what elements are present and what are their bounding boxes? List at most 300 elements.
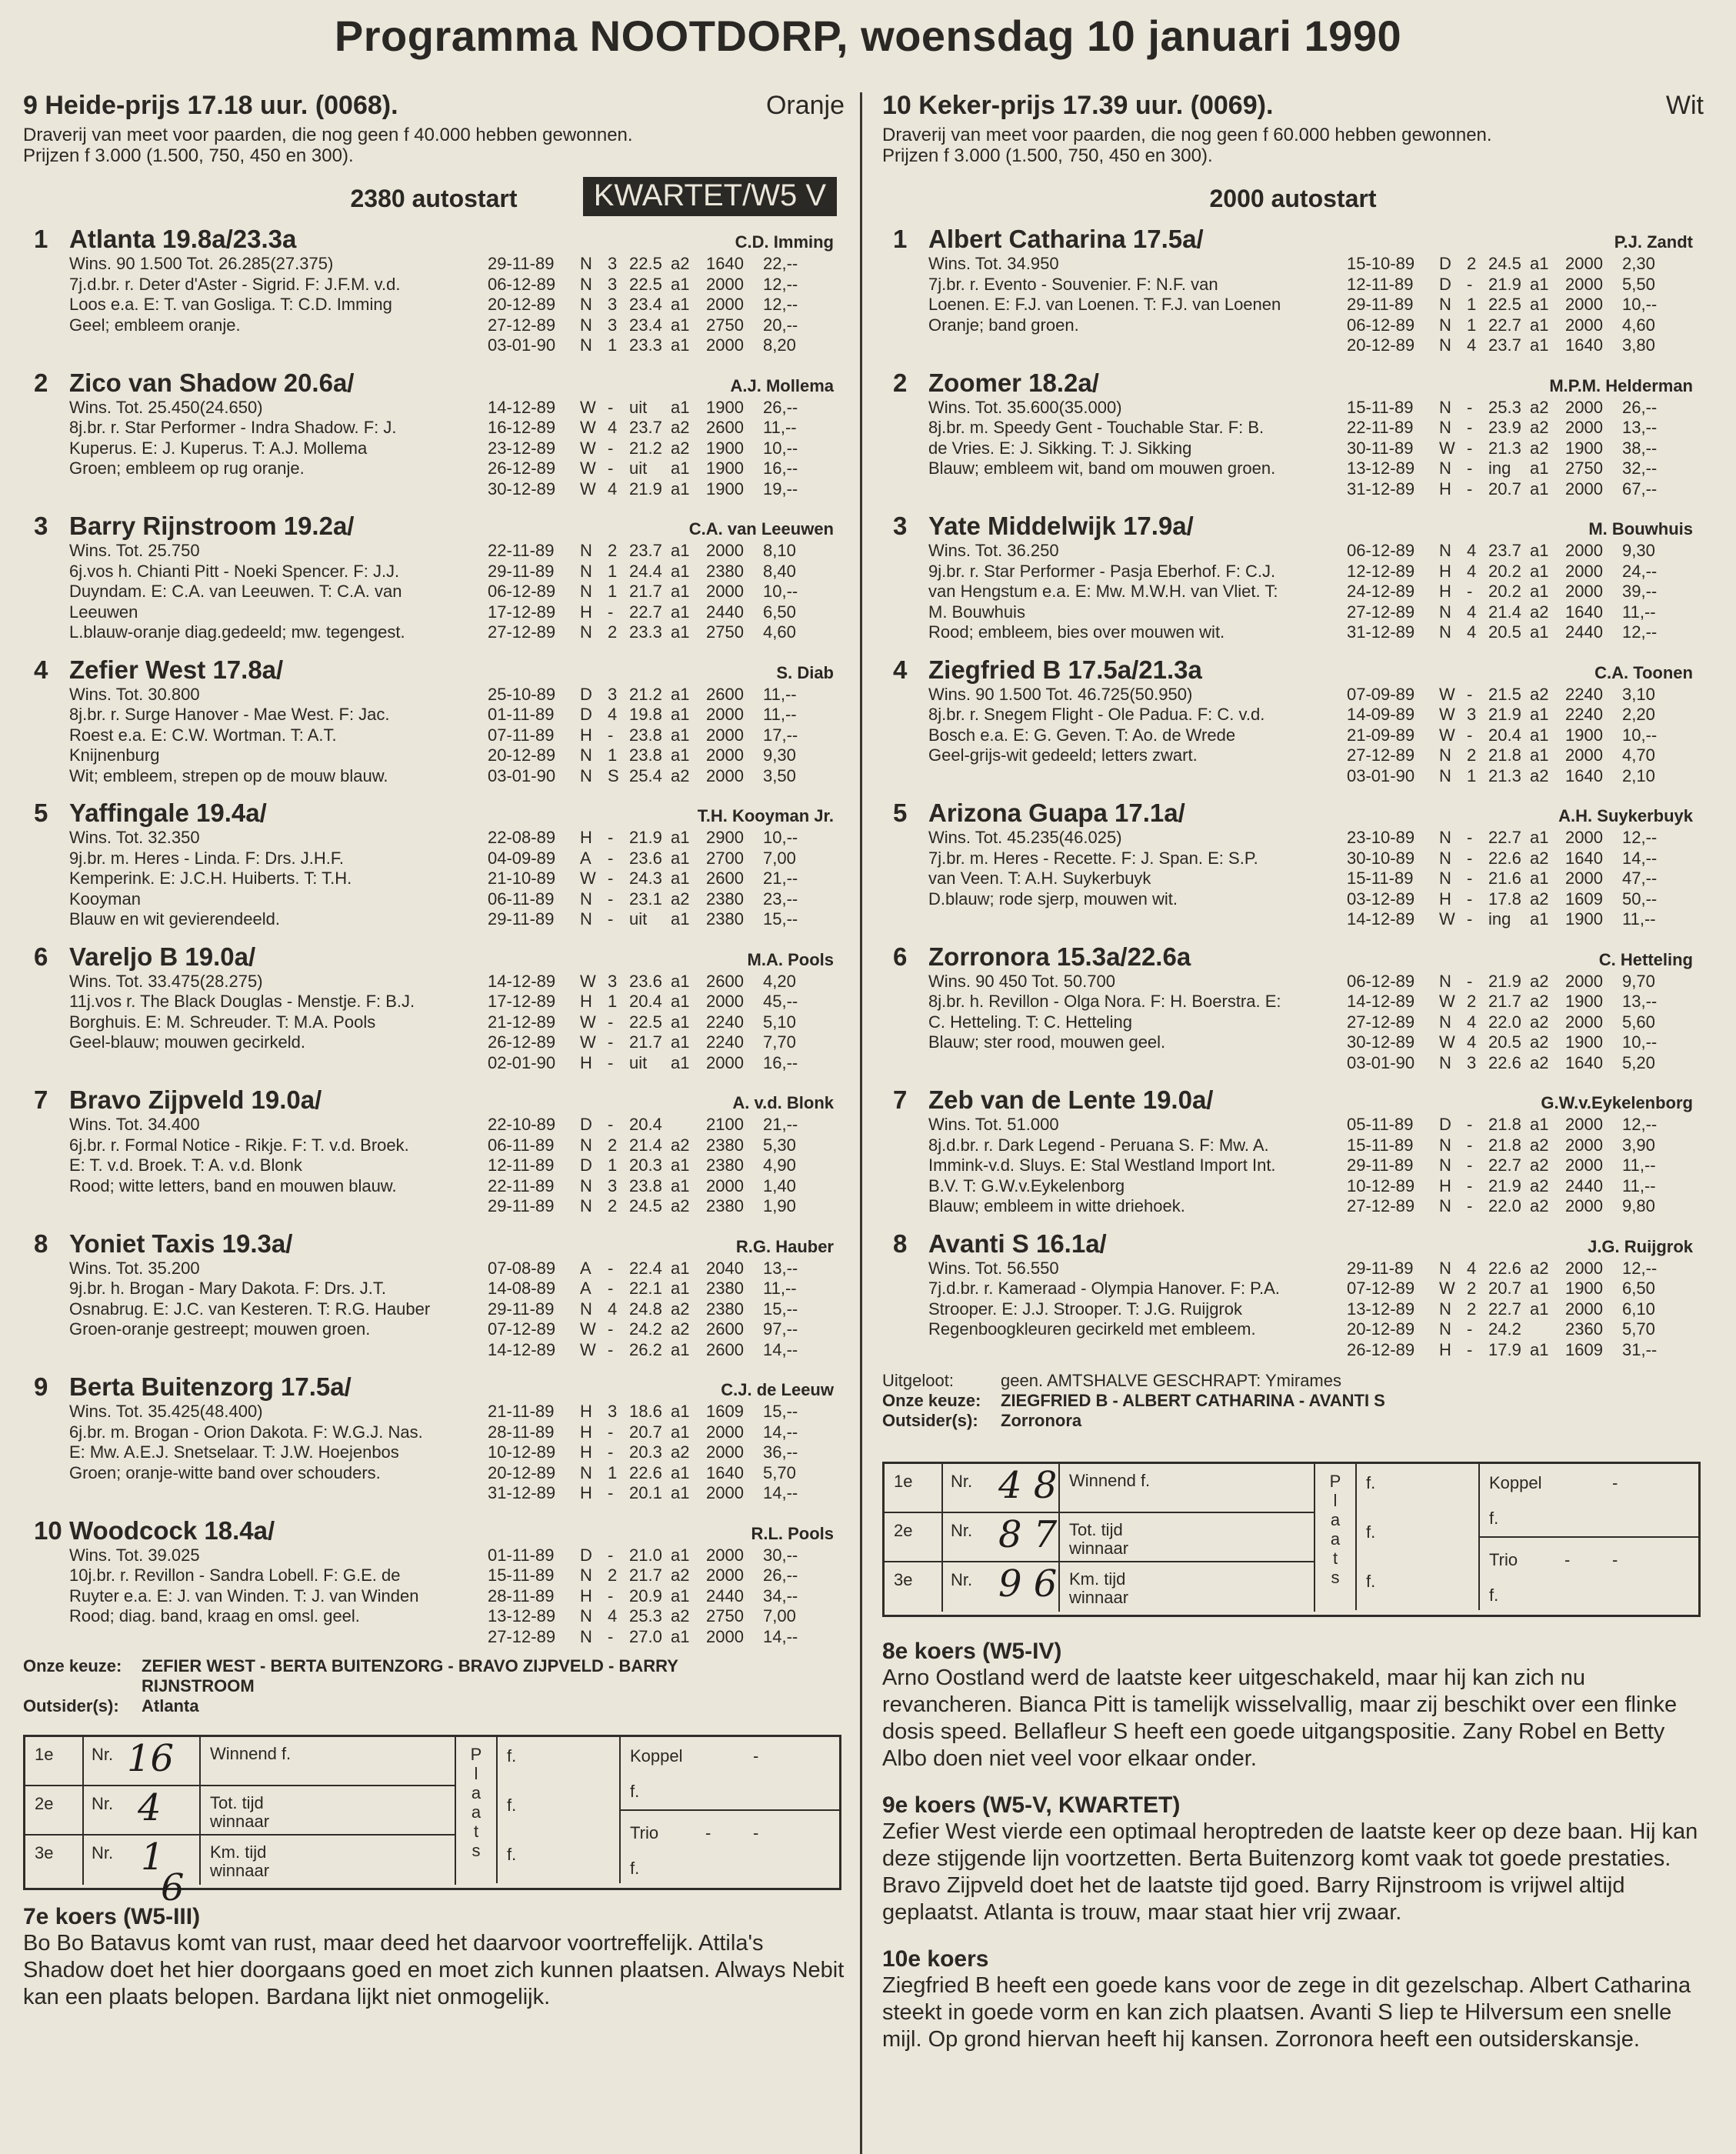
result-start: a1 [671, 478, 690, 498]
result-distance: 2000 [706, 705, 744, 724]
result-start: a2 [1530, 765, 1549, 785]
result-track: N [580, 1606, 592, 1626]
result-place: - [608, 1319, 614, 1339]
result-distance: 2700 [706, 848, 744, 868]
horse-trainer: S. Diab [776, 662, 834, 682]
result-row [488, 992, 845, 1012]
horse-info-line: 8j.br. r. Surge Hanover - Mae West. F: Jac. [69, 705, 390, 724]
result-table [1347, 1259, 1704, 1361]
horse-info-line: Groen; embleem op rug oranje. [69, 458, 305, 478]
result-place: - [1467, 869, 1473, 888]
result-start: a2 [671, 1565, 690, 1585]
horse-info-line: L.blauw-oranje diag.gedeeld; mw. tegengest. [69, 622, 405, 642]
result-date: 31-12-89 [1347, 478, 1415, 498]
result-odds: 7,70 [763, 1032, 796, 1052]
result-start: a1 [671, 602, 690, 622]
result-odds: 3,10 [1622, 684, 1655, 704]
result-row [488, 1586, 845, 1607]
horse-number: 7 [34, 1085, 48, 1114]
result-place: - [1467, 889, 1473, 909]
result-track: N [1439, 315, 1451, 335]
result-distance: 2380 [706, 1135, 744, 1155]
result-row [488, 315, 845, 336]
result-place: 3 [608, 1175, 618, 1195]
result-track: A [580, 848, 591, 868]
result-distance: 1900 [1565, 992, 1603, 1011]
result-date: 21-10-89 [488, 869, 556, 888]
result-form [882, 1462, 1701, 1617]
form-tot-tijd-label [1060, 1513, 1315, 1562]
horse-entry [23, 1513, 845, 1648]
letter: t [1332, 1549, 1338, 1568]
result-track: N [1439, 1299, 1451, 1319]
form-tot-tijd-label [201, 1786, 456, 1836]
result-date: 26-12-89 [1347, 1339, 1415, 1359]
horse-info-line: E: Mw. A.E.J. Snetselaar. T: J.W. Hoejenbos [69, 1442, 399, 1462]
koers-title: 10e koers [882, 1946, 989, 1972]
result-odds: 36,-- [763, 1442, 798, 1462]
result-track: D [580, 1155, 592, 1175]
horse-info [928, 541, 1390, 643]
result-start: a1 [671, 869, 690, 888]
result-start: a2 [1530, 1032, 1549, 1052]
horse-number: 8 [34, 1229, 48, 1258]
result-place: 4 [608, 418, 618, 437]
letter: t [473, 1822, 479, 1841]
horse-info [928, 685, 1390, 766]
result-odds: 5,20 [1622, 1052, 1655, 1072]
horse-trainer: P.J. Zandt [1614, 232, 1693, 252]
handwritten-number: 6 [161, 1866, 185, 1909]
result-start: a1 [1530, 1279, 1549, 1298]
result-track: N [1439, 1319, 1451, 1339]
result-odds: 4,70 [1622, 745, 1655, 765]
horse-info-line: Wit; embleem, strepen op de mouw blauw. [69, 765, 388, 785]
horse-info-line: Immink-v.d. Sluys. E: Stal Westland Import Int. [928, 1155, 1276, 1175]
result-start: a1 [671, 1012, 690, 1032]
result-row [488, 745, 845, 766]
letter: P [470, 1745, 482, 1764]
result-row [488, 1259, 845, 1279]
result-row [1347, 869, 1704, 889]
result-place: - [608, 602, 614, 622]
result-distance: 2600 [706, 869, 744, 888]
result-row [488, 458, 845, 479]
result-start: a2 [671, 1442, 690, 1462]
result-track: W [580, 418, 596, 437]
result-time: 24.2 [1488, 1319, 1521, 1339]
result-distance: 1900 [1565, 438, 1603, 458]
result-odds: 15,-- [763, 1299, 798, 1319]
horse-info-line: Wins. Tot. 25.750 [69, 541, 200, 560]
result-start: a1 [671, 335, 690, 355]
horse-info-line: Wins. Tot. 33.475(28.275) [69, 971, 263, 991]
result-time: 23.9 [1488, 418, 1521, 437]
result-start: a1 [671, 582, 690, 601]
result-date: 06-11-89 [488, 1135, 555, 1155]
right-column [882, 85, 1704, 2053]
result-distance: 1640 [706, 254, 744, 273]
horse-header [23, 1513, 845, 1545]
horse-header [882, 1082, 1704, 1115]
result-odds: 8,40 [763, 561, 796, 581]
result-odds: 9,30 [763, 745, 796, 765]
result-track: N [1439, 1135, 1451, 1155]
uitgeloot [882, 1371, 1704, 1391]
horse-info-line: 9j.br. h. Brogan - Mary Dakota. F: Drs. J.T. [69, 1279, 387, 1298]
result-time: 21.7 [629, 582, 662, 601]
koers-list [882, 1639, 1704, 2053]
result-distance: 2380 [706, 561, 744, 581]
result-odds: 14,-- [763, 1626, 798, 1646]
result-distance: 2240 [706, 1012, 744, 1032]
result-odds: 5,70 [763, 1462, 796, 1482]
horse-info-line: E: T. v.d. Broek. T: A. v.d. Blonk [69, 1155, 302, 1175]
picks-value: ZEFIER WEST - BERTA BUITENZORG - BRAVO ZIJPVELD - BARRY RIJNSTROOM [142, 1656, 678, 1696]
result-distance: 2000 [706, 725, 744, 745]
result-date: 31-12-89 [488, 1483, 556, 1502]
horse-info-line: Regenboogkleuren gecirkeld met embleem. [928, 1319, 1256, 1339]
result-distance: 1900 [1565, 1032, 1603, 1052]
race-start-row [23, 171, 845, 222]
form-winnend-label: Winnend f. [201, 1737, 456, 1786]
result-place: - [608, 1115, 614, 1134]
result-start: a1 [671, 295, 690, 314]
page-title: Programma NOOTDORP, woensdag 10 januari 1990 [334, 12, 1402, 60]
horse-name: Zefier West 17.8a/ [69, 655, 284, 684]
result-time: 22.4 [629, 1258, 662, 1278]
result-place: 2 [1467, 992, 1477, 1011]
result-time: 20.2 [1488, 561, 1521, 581]
result-distance: 1900 [1565, 909, 1603, 929]
result-row [488, 1483, 845, 1504]
result-track: N [1439, 397, 1451, 417]
koppel-trio-box [1480, 1464, 1698, 1610]
horse-info-line: Geel-blauw; mouwen gecirkeld. [69, 1032, 305, 1052]
label-line: winnaar [1069, 1539, 1129, 1558]
result-odds: 5,30 [763, 1135, 796, 1155]
race-conditions: Draverij van meet voor paarden, die nog geen f 60.000 hebben gewonnen. [882, 125, 1492, 145]
result-time: 22.5 [1488, 295, 1521, 314]
result-date: 29-11-89 [488, 909, 555, 929]
result-date: 20-12-89 [488, 745, 556, 765]
result-place: 1 [608, 745, 618, 765]
result-time: uit [629, 397, 648, 417]
result-place: 3 [608, 254, 618, 273]
result-odds: 15,-- [763, 909, 798, 929]
result-time: 21.3 [1488, 438, 1521, 458]
result-track: H [1439, 478, 1451, 498]
result-distance: 2100 [706, 1115, 744, 1134]
result-odds: 11,-- [1622, 1155, 1656, 1175]
koers-text: Arno Oostland werd de laatste keer uitgeschakeld, maar hij kan zich nu revancheren. Bianca Pitt is tamelijk wisselvallig, maar zij beschikt over een flinke dosis speed. Bellafleur S heeft een goede uitgangspositie. Zany Robel en Betty Albo doen niet veel voor elkaar onder. [882, 1666, 1678, 1771]
result-date: 03-01-90 [488, 335, 556, 355]
result-time: 23.1 [629, 889, 662, 909]
result-row [488, 1115, 845, 1135]
horse-info-line: Wins. Tot. 35.425(48.400) [69, 1402, 263, 1421]
letter: l [1333, 1491, 1338, 1510]
result-odds: 26,-- [1622, 397, 1658, 417]
result-distance: 2000 [1565, 1155, 1603, 1175]
result-distance: 2000 [1565, 869, 1603, 888]
horse-info-line: 8j.br. r. Snegem Flight - Ole Padua. F: C. v.d. [928, 705, 1265, 724]
result-date: 30-10-89 [1347, 848, 1415, 868]
result-start: a1 [1530, 274, 1549, 294]
result-row [488, 1279, 845, 1299]
result-track: N [1439, 602, 1451, 622]
result-start: a1 [671, 848, 690, 868]
result-time: 22.7 [629, 602, 662, 622]
horse-info [928, 1115, 1390, 1217]
koers-text: Zefier West vierde een optimaal heroptreden de laatste keer op deze baan. Hij kan deze stijgende lijn voortzetten. Berta Buitenzorg komt vaak tot goede prestaties. Bravo Zijpveld doet het de laatste tijd goed. Barry Rijnstroom is vrijwel altijd geplaatst. Atlanta is trouw, maar staat hier vrij zwaar. [882, 1819, 1698, 1925]
result-odds: 16,-- [763, 1052, 798, 1072]
result-track: N [580, 1299, 592, 1319]
horse-info-line: Wins. Tot. 32.350 [69, 828, 200, 847]
result-odds: 10,-- [763, 438, 798, 458]
result-distance: 2000 [706, 541, 744, 560]
result-row [1347, 1299, 1704, 1320]
letter: P [1329, 1472, 1341, 1491]
result-odds: 12,-- [1622, 1258, 1658, 1278]
horse-name: Vareljo B 19.0a/ [69, 942, 256, 971]
result-row [488, 1442, 845, 1463]
result-track: W [580, 397, 596, 417]
result-time: 17.9 [1488, 1339, 1521, 1359]
horse-trainer: G.W.v.Eykelenborg [1541, 1093, 1693, 1112]
result-distance: 2000 [1565, 1299, 1603, 1319]
result-distance: 2000 [706, 1483, 744, 1502]
result-track: D [580, 1545, 592, 1565]
result-row [488, 1402, 845, 1422]
result-date: 12-11-89 [488, 1155, 555, 1175]
result-place: - [1467, 478, 1473, 498]
race-header [23, 85, 845, 125]
horse-body [882, 398, 1704, 500]
result-place: 4 [1467, 561, 1477, 581]
result-row [488, 622, 845, 643]
horse-info [928, 972, 1390, 1053]
horse-name: Avanti S 16.1a/ [928, 1229, 1107, 1258]
result-row [1347, 1279, 1704, 1299]
result-row [488, 828, 845, 849]
result-date: 22-11-89 [1347, 418, 1414, 437]
horse-info-line: 9j.br. m. Heres - Linda. F: Drs. J.H.F. [69, 848, 344, 868]
handwritten-number: 4 8 [998, 1464, 1058, 1507]
horse-trainer: C. Hetteling [1598, 949, 1693, 969]
result-place: 2 [1467, 1279, 1477, 1298]
result-place: - [608, 458, 614, 478]
result-row [1347, 315, 1704, 336]
result-distance: 1609 [1565, 889, 1603, 909]
result-track: N [1439, 1155, 1451, 1175]
result-row [488, 972, 845, 992]
horse-info [69, 1259, 531, 1340]
horse-info-line: 7j.br. m. Heres - Recette. F: J. Span. E: S.P. [928, 848, 1258, 868]
result-table [1347, 541, 1704, 643]
result-date: 29-11-89 [1347, 1258, 1414, 1278]
race-conditions: Draverij van meet voor paarden, die nog geen f 40.000 hebben gewonnen. [23, 125, 633, 145]
horse-entry [882, 1226, 1704, 1361]
handwritten-number: 16 [127, 1737, 175, 1780]
result-time: 20.5 [1488, 1032, 1521, 1052]
result-place: 2 [1467, 1299, 1477, 1319]
result-date: 15-11-89 [1347, 869, 1414, 888]
result-row [1347, 992, 1704, 1012]
kwartet-badge: KWARTET/W5 V [583, 177, 837, 216]
amount-label: f. [1489, 1509, 1499, 1528]
horse-entry [23, 1369, 845, 1504]
result-track: W [1439, 1032, 1455, 1052]
koers-text: Ziegfried B heeft een goede kans voor de zege in dit gezelschap. Albert Catharina steekt in goede vorm en kan zich plaatsen. Avanti S liep te Hilversum een snelle mijl. Op grond hiervan heeft hij kansen. Zorronora heeft een outsiderskansje. [882, 1973, 1691, 2052]
result-odds: 6,50 [763, 602, 796, 622]
result-start: a2 [1530, 1155, 1549, 1175]
result-track: W [1439, 725, 1455, 745]
result-date: 01-11-89 [488, 1545, 555, 1565]
horse-info-line: 6j.br. r. Formal Notice - Rikje. F: T. v.d. Broek. [69, 1135, 409, 1155]
result-date: 13-12-89 [1347, 458, 1415, 478]
result-odds: 31,-- [1622, 1339, 1658, 1359]
result-place: S [608, 765, 619, 785]
horse-body [882, 541, 1704, 643]
result-start: a2 [1530, 1135, 1549, 1155]
result-date: 07-12-89 [488, 1319, 556, 1339]
result-odds: 4,60 [1622, 315, 1655, 335]
horse-trainer: C.J. de Leeuw [721, 1380, 834, 1399]
result-row [488, 1053, 845, 1074]
result-time: 23.7 [629, 418, 662, 437]
result-table [488, 1259, 845, 1361]
result-time: 23.3 [629, 622, 662, 642]
horse-entry [23, 508, 845, 643]
result-start: a1 [671, 745, 690, 765]
form-row-3 [25, 1836, 456, 1885]
result-odds: 14,-- [763, 1339, 798, 1359]
dash: - [1612, 1473, 1618, 1492]
result-distance: 2600 [706, 1319, 744, 1339]
result-time: 25.3 [629, 1606, 662, 1626]
result-time: 23.4 [629, 295, 662, 314]
result-odds: 4,90 [763, 1155, 796, 1175]
result-table [488, 1545, 845, 1648]
result-start: a1 [671, 971, 690, 991]
result-start: a1 [1530, 295, 1549, 314]
horse-info-line: 6j.vos h. Chianti Pitt - Noeki Spencer. F: J.J. [69, 561, 400, 581]
result-row [488, 705, 845, 725]
result-start: a1 [1530, 478, 1549, 498]
result-time: 22.5 [629, 274, 662, 294]
result-start: a2 [1530, 1012, 1549, 1032]
result-place: - [608, 1442, 614, 1462]
result-distance: 2000 [1565, 1135, 1603, 1155]
result-row [488, 889, 845, 910]
result-start: a2 [1530, 684, 1549, 704]
horse-info-line: Wins. Tot. 51.000 [928, 1115, 1059, 1134]
result-place: 3 [1467, 705, 1477, 724]
form-km-tijd-label [1060, 1562, 1315, 1612]
result-track: N [580, 745, 592, 765]
result-place: 1 [608, 1155, 618, 1175]
result-place: - [1467, 909, 1473, 929]
result-track: W [580, 1339, 596, 1359]
result-date: 15-11-89 [1347, 397, 1414, 417]
result-place: 4 [1467, 335, 1477, 355]
result-start: a1 [671, 828, 690, 847]
result-track: N [1439, 335, 1451, 355]
result-time: uit [629, 909, 648, 929]
result-time: 23.6 [629, 848, 662, 868]
result-distance: 2000 [1565, 1115, 1603, 1134]
result-track: H [580, 1483, 592, 1502]
result-track: N [1439, 295, 1451, 314]
horse-info-line: 6j.br. m. Brogan - Orion Dakota. F: W.G.J. Nas. [69, 1422, 423, 1442]
horse-info [928, 254, 1390, 335]
result-track: H [580, 1442, 592, 1462]
result-place: 1 [608, 1462, 618, 1482]
horse-body [882, 972, 1704, 1074]
horse-number: 2 [893, 368, 908, 397]
result-table [488, 685, 845, 787]
horse-info-line: Geel; embleem oranje. [69, 315, 241, 335]
result-date: 15-11-89 [1347, 1135, 1414, 1155]
result-start: a1 [671, 1626, 690, 1646]
result-time: 21.2 [629, 438, 662, 458]
result-odds: 11,-- [1622, 602, 1656, 622]
result-time: 24.3 [629, 869, 662, 888]
result-time: 23.7 [629, 541, 662, 560]
letter: a [1330, 1529, 1341, 1549]
form-nr-label: Nr. [943, 1562, 1060, 1612]
result-row [1347, 972, 1704, 992]
result-track: W [580, 458, 596, 478]
result-track: N [580, 295, 592, 314]
result-track: N [1439, 1012, 1451, 1032]
result-place: - [608, 869, 614, 888]
label-line: winnaar [1069, 1588, 1129, 1607]
result-odds: 16,-- [763, 458, 798, 478]
koers-title: 9e koers (W5-V, KWARTET) [882, 1792, 1181, 1818]
result-row [1347, 725, 1704, 746]
result-time: 21.8 [1488, 1115, 1521, 1134]
result-track: W [1439, 684, 1455, 704]
result-odds: 13,-- [1622, 992, 1658, 1011]
result-distance: 2000 [1565, 478, 1603, 498]
result-time: 21.2 [629, 684, 662, 704]
result-row [488, 685, 845, 705]
result-start: a2 [671, 1196, 690, 1215]
form-place-label: 3e [885, 1562, 943, 1612]
horse-name: Zeb van de Lente 19.0a/ [928, 1085, 1214, 1114]
horse-info [69, 541, 531, 643]
result-row [1347, 254, 1704, 275]
plaats-vertical-label [1315, 1464, 1357, 1610]
horse-trainer: C.A. van Leeuwen [688, 519, 834, 538]
horse-trainer: M.A. Pools [747, 949, 834, 969]
result-time: 22.0 [1488, 1012, 1521, 1032]
result-odds: 50,-- [1622, 889, 1658, 909]
race-description [882, 125, 1704, 166]
horse-body [23, 541, 845, 643]
result-date: 06-11-89 [488, 889, 555, 909]
result-distance: 2360 [1565, 1319, 1603, 1339]
result-row [488, 1319, 845, 1340]
result-time: 22.1 [629, 1279, 662, 1298]
result-time: 21.6 [1488, 869, 1521, 888]
horse-header [882, 365, 1704, 398]
result-row [1347, 745, 1704, 766]
result-track: N [580, 561, 592, 581]
result-date: 06-12-89 [488, 582, 556, 601]
result-time: 21.8 [1488, 1135, 1521, 1155]
